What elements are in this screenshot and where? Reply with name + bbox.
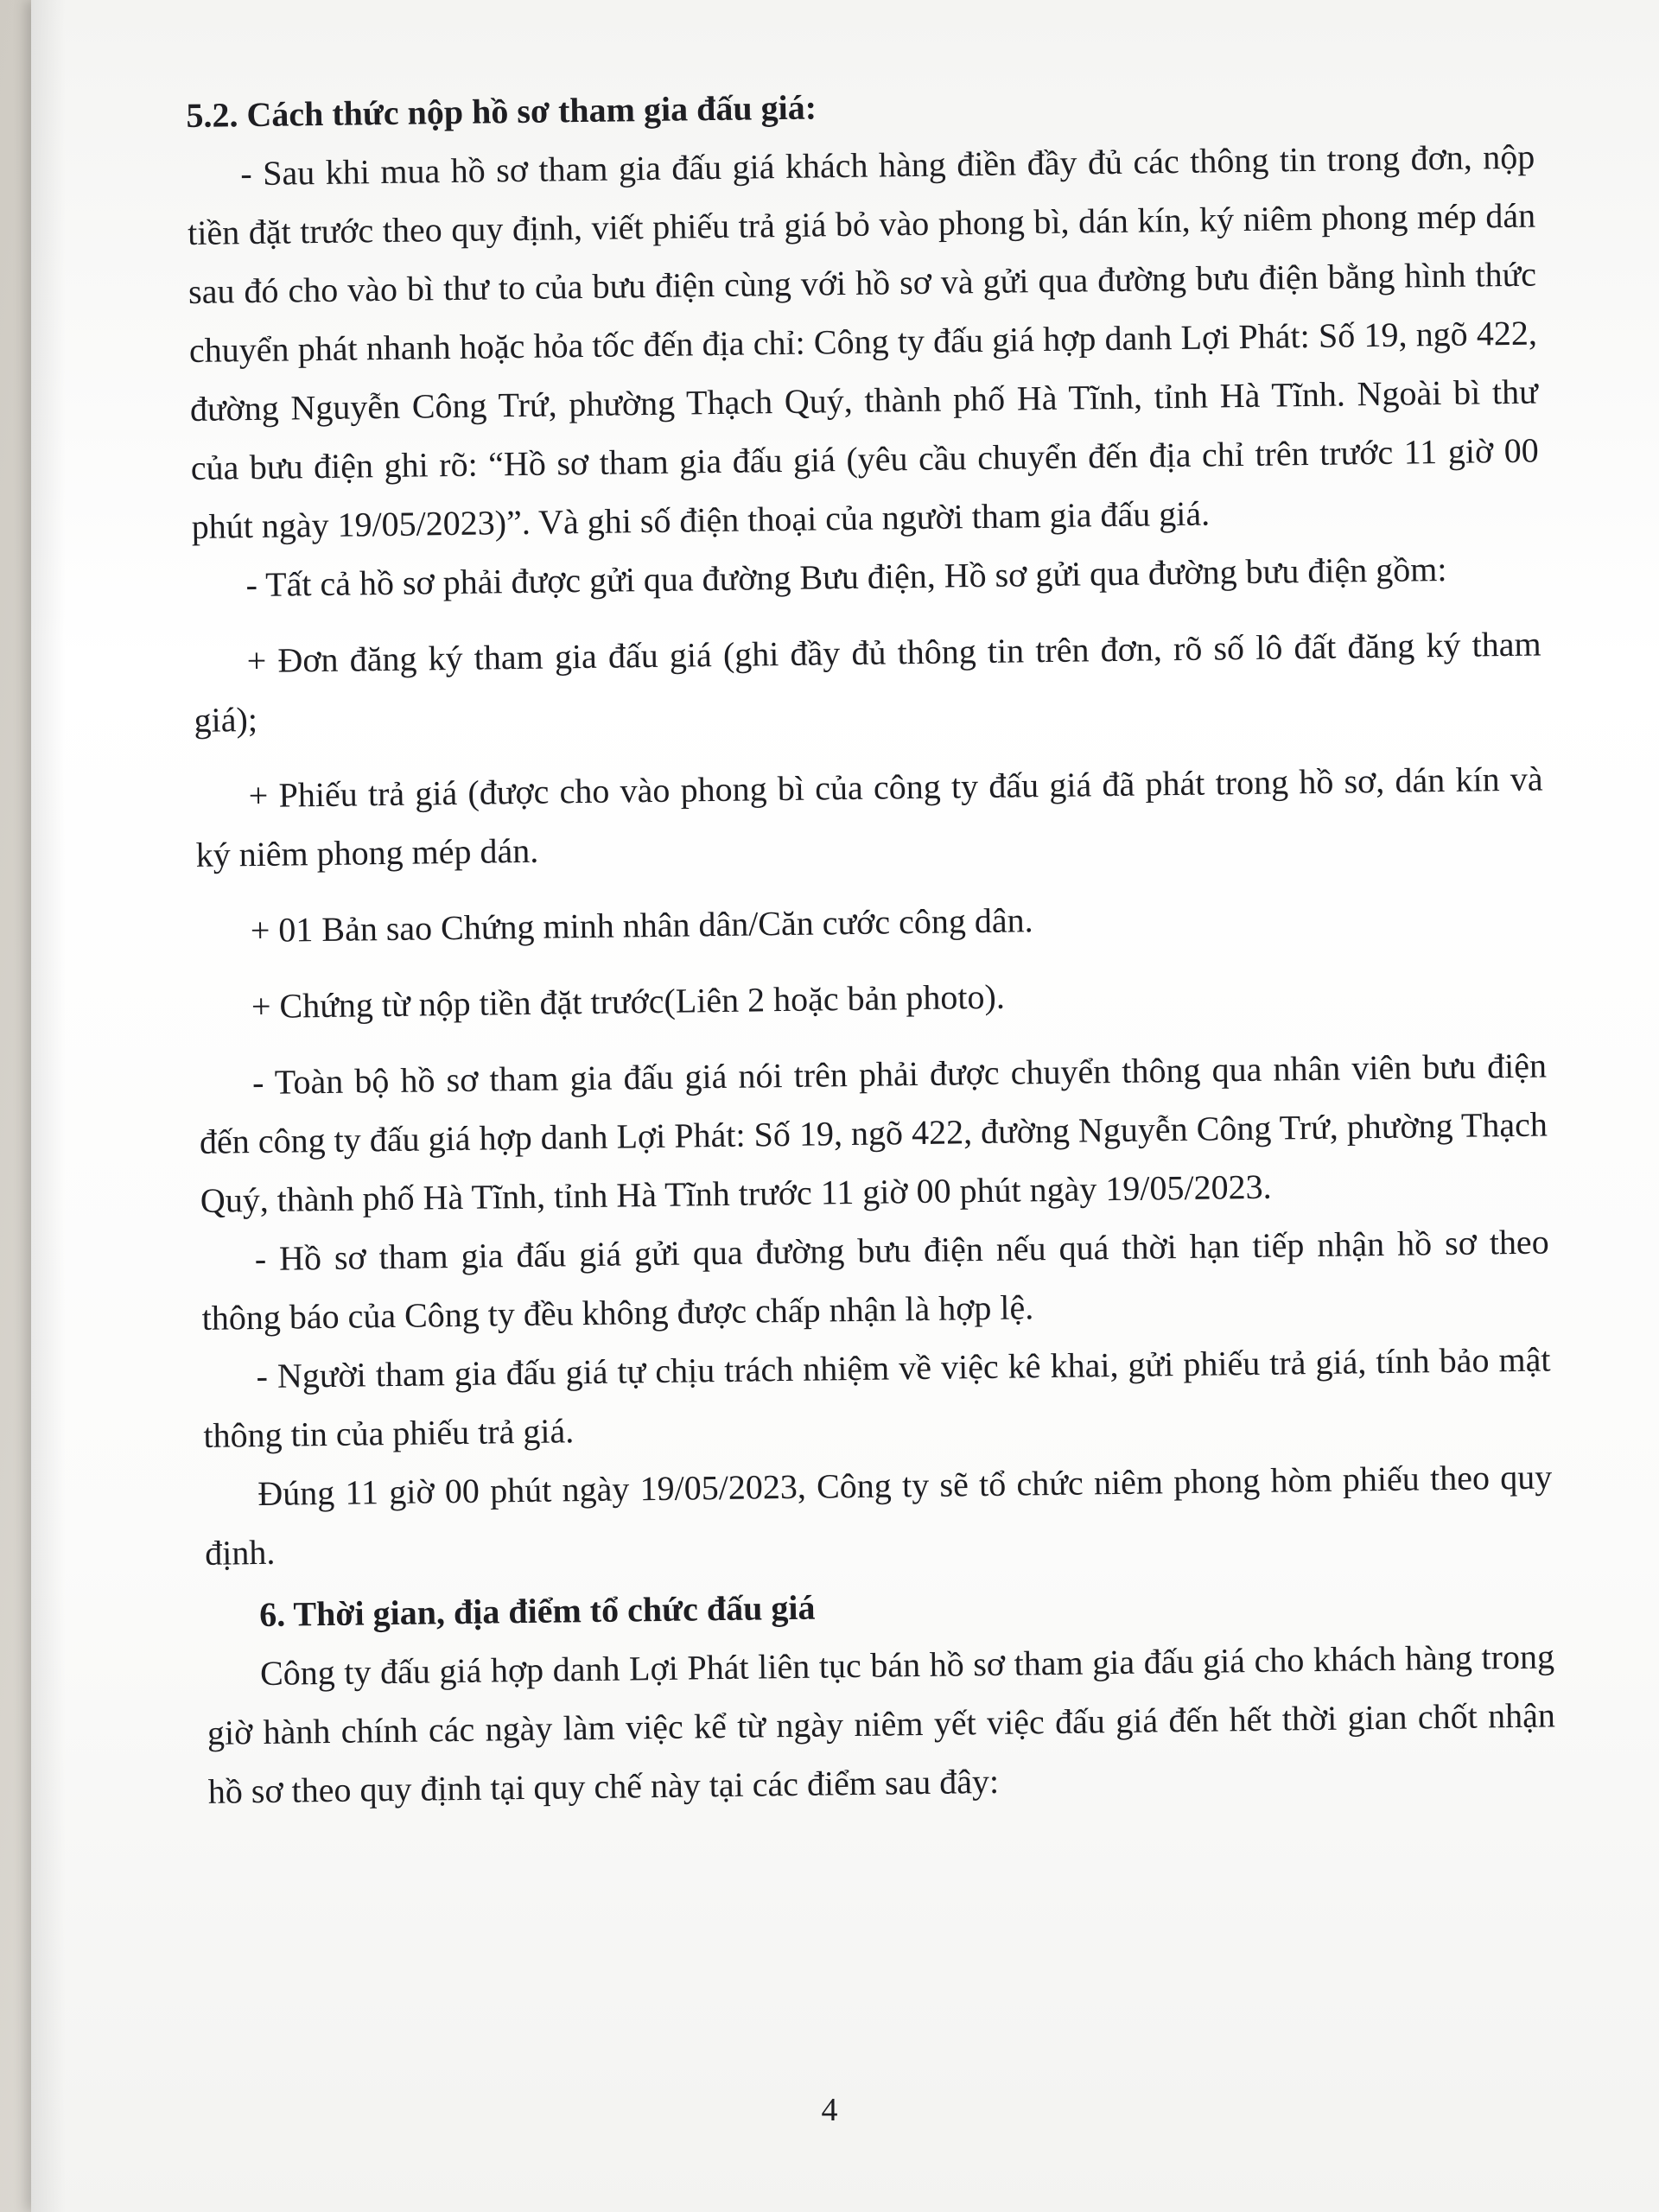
paragraph-submission-instructions: - Sau khi mua hồ sơ tham gia đấu giá khách hàng điền đầy đủ các thông tin trong đơn, nộp tiền đặt trước theo quy định, viết phiếu trả giá bỏ vào phong bì, dán kín, ký niêm phong mép dán sau đó cho vào bì thư to của bưu điện cùng với hồ sơ và gửi qua đường bưu điện bằng hình thức chuyển phát nhanh hoặc hỏa tốc đến địa chỉ: Công ty đấu giá hợp danh Lợi Phát: Số 19, ngõ 422, đường Nguyễn Công Trứ, phường Thạch Quý, thành phố Hà Tĩnh, tỉnh Hà Tĩnh. Ngoài bì thư của bưu điện ghi rõ: “Hồ sơ tham gia đấu giá (yêu cầu chuyển đến địa chỉ trên trước 11 giờ 00 phút ngày 19/05/2023)”. Và ghi số điện thoại của người tham gia đấu giá. (187, 137, 1539, 546)
page-number: 4 (821, 2092, 838, 2128)
paragraph-delivery-deadline: - Toàn bộ hồ sơ tham gia đấu giá nói trên phải được chuyển thông qua nhân viên bưu điện đến công ty đấu giá hợp danh Lợi Phát: Số 19, ngõ 422, đường Nguyễn Công Trứ, phường Thạch Quý, thành phố Hà Tĩnh, tỉnh Hà Tĩnh trước 11 giờ 00 phút ngày 19/05/2023. (199, 1046, 1548, 1220)
document-body (186, 69, 1556, 1821)
list-item-registration-form: + Đơn đăng ký tham gia đấu giá (ghi đầy đủ thông tin trên đơn, rõ số lô đất đăng ký tham giá); (194, 624, 1541, 740)
paragraph-late-submissions: - Hồ sơ tham gia đấu giá gửi qua đường bưu điện nếu quá thời hạn tiếp nhận hồ sơ theo thông báo của Công ty đều không được chấp nhận là hợp lệ. (201, 1222, 1549, 1338)
list-item-id-copy: + 01 Bản sao Chứng minh nhân dân/Căn cước công dân. (250, 900, 1033, 950)
section-6-heading: 6. Thời gian, địa điểm tổ chức đấu giá (258, 1587, 816, 1635)
section-5-2-heading: 5.2. Cách thức nộp hồ sơ tham gia đấu giá: (186, 87, 817, 135)
list-item-deposit-receipt: + Chứng từ nộp tiền đặt trước(Liên 2 hoặc bản photo). (251, 976, 1006, 1027)
paragraph-bidder-responsibility: - Người tham gia đấu giá tự chịu trách nhiệm về việc kê khai, gửi phiếu trả giá, tính bảo mật thông tin của phiếu trả giá. (203, 1339, 1551, 1455)
paragraph-postal-requirement: - Tất cả hồ sơ phải được gửi qua đường Bưu điện, Hồ sơ gửi qua đường bưu điện gồm: (245, 549, 1447, 605)
list-item-bid-slip: + Phiếu trả giá (được cho vào phong bì của công ty đấu giá đã phát trong hồ sơ, dán kín và ký niêm phong mép dán. (195, 759, 1543, 874)
paragraph-ballot-box-sealing: Đúng 11 giờ 00 phút ngày 19/05/2023, Công ty sẽ tổ chức niêm phong hòm phiếu theo quy định. (204, 1457, 1553, 1573)
paragraph-document-sales: Công ty đấu giá hợp danh Lợi Phát liên tục bán hồ sơ tham gia đấu giá cho khách hàng trong giờ hành chính các ngày làm việc kể từ ngày niêm yết việc đấu giá đến hết thời gian chốt nhận hồ sơ theo quy định tại quy chế này tại các điểm sau đây: (207, 1637, 1556, 1811)
